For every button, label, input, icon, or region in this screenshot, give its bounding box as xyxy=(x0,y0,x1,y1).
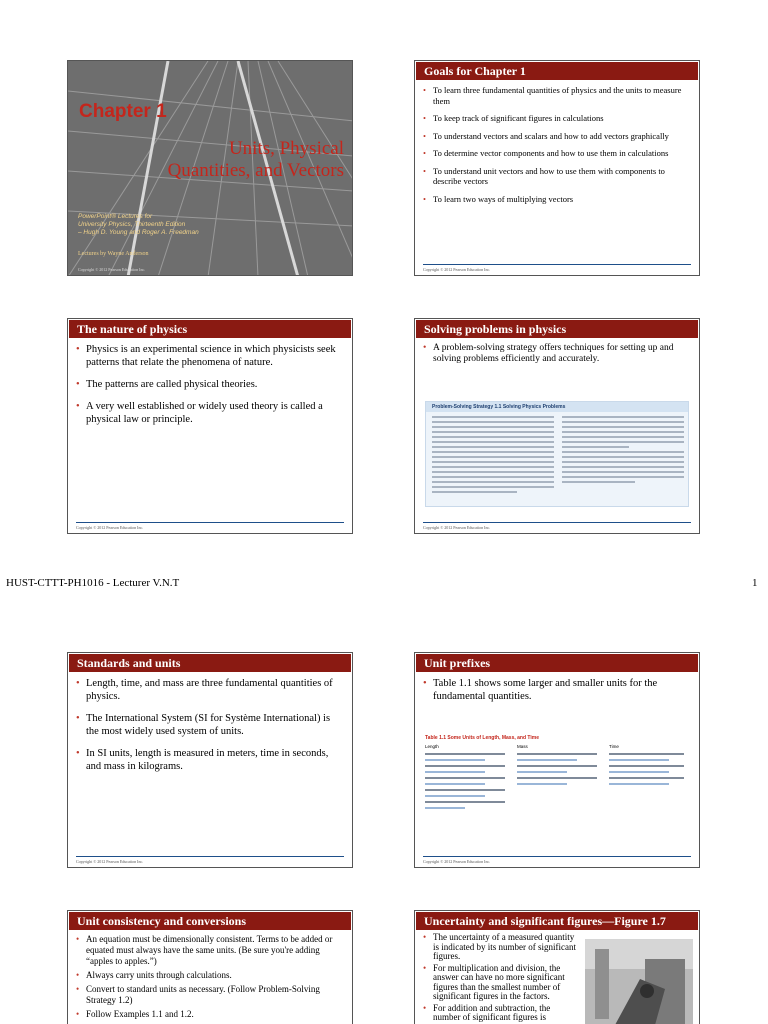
slide-title: Unit consistency and conversions xyxy=(69,912,351,930)
standards-list xyxy=(76,677,342,782)
standards-slide xyxy=(67,652,353,868)
slide-title: Uncertainty and significant figures—Figure 1.7 xyxy=(416,912,698,930)
divider xyxy=(423,522,691,523)
list-item: • Follow Examples 1.1 and 1.2. xyxy=(76,1009,342,1020)
uncertainty-list xyxy=(423,933,579,1024)
column-header: Mass xyxy=(517,744,528,749)
list-item: • In SI units, length is measured in meters, time in seconds, and mass in kilograms. xyxy=(76,747,342,773)
divider xyxy=(423,264,691,265)
copyright: Copyright © 2012 Pearson Education Inc. xyxy=(78,267,146,272)
nature-list xyxy=(76,343,342,435)
copyright: Copyright © 2012 Pearson Education Inc. xyxy=(423,525,491,530)
list-item: • The uncertainty of a measured quantity is indicated by its number of significant figures. xyxy=(423,933,579,962)
list-item: • The patterns are called physical theories. xyxy=(76,378,342,391)
copyright: Copyright © 2012 Pearson Education Inc. xyxy=(423,267,491,272)
cover-slide xyxy=(67,60,353,276)
figure-text-right xyxy=(562,416,684,486)
slide-title: Unit prefixes xyxy=(416,654,698,672)
time-column xyxy=(609,744,689,789)
list-item: • For addition and subtraction, the number of significant figures is xyxy=(423,1004,579,1023)
list-item: • The International System (SI for Système International) is the most widely used system of units. xyxy=(76,712,342,738)
list-item: • An equation must be dimensionally consistent. Terms to be added or equated must always have the same units. (Be sure you're adding “apples to apples.”) xyxy=(76,934,342,967)
slide-title: Solving problems in physics xyxy=(416,320,698,338)
uncertainty-slide xyxy=(414,910,700,1024)
list-item: • To learn two ways of multiplying vectors xyxy=(423,194,689,205)
prefixes-list xyxy=(423,677,689,712)
consistency-slide xyxy=(67,910,353,1024)
copyright: Copyright © 2012 Pearson Education Inc. xyxy=(76,859,144,864)
page-number: 1 xyxy=(752,577,758,589)
list-item: • Physics is an experimental science in which physicists seek patterns that relate the phenomena of nature. xyxy=(76,343,342,369)
length-column xyxy=(425,744,510,813)
list-item: • To understand vectors and scalars and how to add vectors graphically xyxy=(423,131,689,142)
lecture-credit: PowerPoint® Lectures for University Physics, Thirteenth Edition – Hugh D. Young and Roger A. Freedman xyxy=(78,213,199,236)
train-wreck-photo xyxy=(585,939,693,1024)
list-item: • To learn three fundamental quantities of physics and the units to measure them xyxy=(423,85,689,106)
list-item: • To understand unit vectors and how to use them with components to describe vectors xyxy=(423,166,689,187)
slide-title: The nature of physics xyxy=(69,320,351,338)
units-table-figure xyxy=(425,735,689,835)
goals-list xyxy=(423,85,689,211)
cover-title: Units, Physical Quantities, and Vectors xyxy=(167,138,344,181)
nature-slide xyxy=(67,318,353,534)
list-item: • To determine vector components and how to use them in calculations xyxy=(423,148,689,159)
table-caption: Table 1.1 Some Units of Length, Mass, and Time xyxy=(425,735,540,741)
slide-title: Standards and units xyxy=(69,654,351,672)
strategy-figure xyxy=(425,401,689,507)
list-item: • Convert to standard units as necessary. (Follow Problem-Solving Strategy 1.2) xyxy=(76,984,342,1006)
list-item: • Table 1.1 shows some larger and smaller units for the fundamental quantities. xyxy=(423,677,689,703)
copyright: Copyright © 2012 Pearson Education Inc. xyxy=(423,859,491,864)
list-item: • A very well established or widely used theory is called a physical law or principle. xyxy=(76,400,342,426)
figure-text-left xyxy=(432,416,554,496)
solving-slide xyxy=(414,318,700,534)
column-header: Length xyxy=(425,744,439,749)
figure-caption: Problem-Solving Strategy 1.1 Solving Physics Problems xyxy=(426,402,688,412)
prefixes-slide xyxy=(414,652,700,868)
lecturer-credit: Lectures by Wayne Anderson xyxy=(78,251,149,257)
consistency-list xyxy=(76,934,342,1023)
column-header: Time xyxy=(609,744,619,749)
list-item: • Always carry units through calculations. xyxy=(76,970,342,981)
solving-list xyxy=(423,343,689,372)
divider xyxy=(76,522,344,523)
list-item: • To keep track of significant figures in calculations xyxy=(423,113,689,124)
list-item: • Length, time, and mass are three fundamental quantities of physics. xyxy=(76,677,342,703)
mass-column xyxy=(517,744,602,789)
page-footer-left: HUST-CTTT-PH1016 - Lecturer V.N.T xyxy=(6,577,180,589)
chapter-label: Chapter 1 xyxy=(79,101,167,122)
list-item: • For multiplication and division, the answer can have no more significant figures than the smallest number of significant figures in the factors. xyxy=(423,964,579,1002)
slide-title: Goals for Chapter 1 xyxy=(416,62,698,80)
goals-slide xyxy=(414,60,700,276)
divider xyxy=(423,856,691,857)
copyright: Copyright © 2012 Pearson Education Inc. xyxy=(76,525,144,530)
divider xyxy=(76,856,344,857)
list-item: • A problem-solving strategy offers techniques for setting up and solving problems efficiently and accurately. xyxy=(423,343,689,365)
